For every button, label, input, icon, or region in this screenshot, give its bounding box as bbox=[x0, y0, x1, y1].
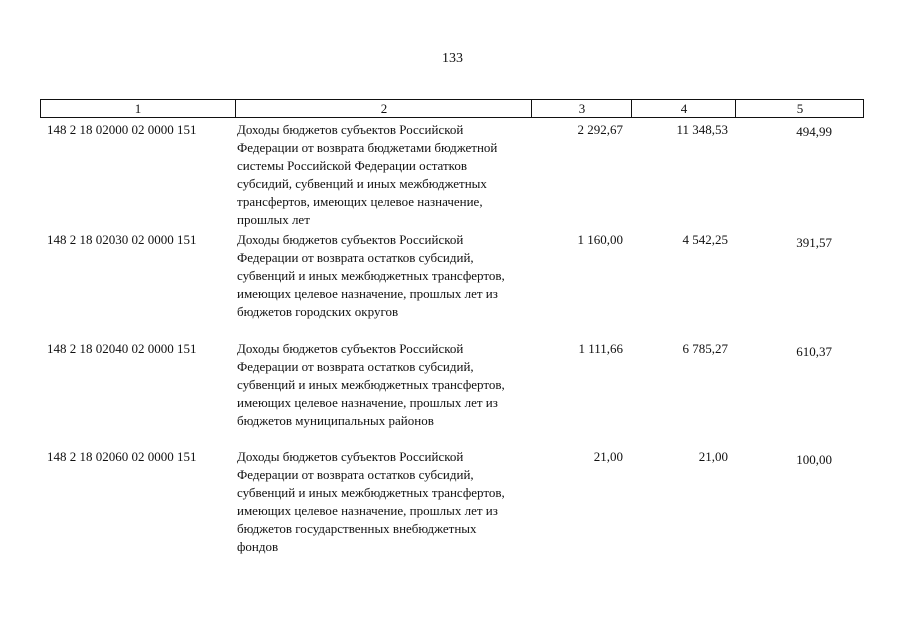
value-col5: 610,37 bbox=[796, 344, 832, 359]
value-col3: 1 111,66 bbox=[578, 341, 623, 356]
description-line: фондов bbox=[237, 539, 279, 554]
value-col5: 494,99 bbox=[796, 124, 832, 139]
budget-code: 148 2 18 02060 02 0000 151 bbox=[47, 449, 197, 464]
description-line: имеющих целевое назначение, прошлых лет из bbox=[237, 395, 498, 410]
description-line: имеющих целевое назначение, прошлых лет из bbox=[237, 503, 498, 518]
budget-code: 148 2 18 02000 02 0000 151 bbox=[47, 122, 197, 137]
description-line: имеющих целевое назначение, прошлых лет из bbox=[237, 286, 498, 301]
value-col5: 391,57 bbox=[796, 235, 832, 250]
value-col3: 21,00 bbox=[593, 449, 623, 464]
description-line: бюджетов городских округов bbox=[237, 304, 399, 319]
description-line: Доходы бюджетов субъектов Российской bbox=[237, 341, 464, 356]
value-col5: 100,00 bbox=[796, 452, 832, 467]
value-col3: 2 292,67 bbox=[577, 122, 623, 137]
row-description bbox=[237, 448, 537, 556]
description-line: субвенций и иных межбюджетных трансфертов, bbox=[237, 377, 505, 392]
value-col4: 4 542,25 bbox=[682, 232, 728, 247]
description-line: бюджетов муниципальных районов bbox=[237, 413, 434, 428]
description-line: Доходы бюджетов субъектов Российской bbox=[237, 232, 464, 247]
column-header-5: 5 bbox=[735, 100, 864, 117]
description-line: субвенций и иных межбюджетных трансфертов, bbox=[237, 268, 505, 283]
description-line: системы Российской Федерации остатков bbox=[237, 158, 467, 173]
row-description bbox=[237, 340, 537, 430]
description-line: трансфертов, имеющих целевое назначение, bbox=[237, 194, 483, 209]
row-description bbox=[237, 231, 537, 321]
description-line: Федерации от возврата остатков субсидий, bbox=[237, 467, 474, 482]
description-line: бюджетов государственных внебюджетных bbox=[237, 521, 477, 536]
description-line: Доходы бюджетов субъектов Российской bbox=[237, 122, 464, 137]
table-header-row bbox=[40, 99, 864, 118]
column-header-2: 2 bbox=[235, 100, 532, 117]
description-line: Доходы бюджетов субъектов Российской bbox=[237, 449, 464, 464]
description-line: прошлых лет bbox=[237, 212, 310, 227]
value-col4: 21,00 bbox=[698, 449, 728, 464]
column-header-1: 1 bbox=[134, 101, 142, 116]
budget-code: 148 2 18 02040 02 0000 151 bbox=[47, 341, 197, 356]
page-number: 133 bbox=[442, 51, 463, 66]
description-line: субсидий, субвенций и иных межбюджетных bbox=[237, 176, 487, 191]
column-header-3: 3 bbox=[531, 100, 632, 117]
description-line: Федерации от возврата остатков субсидий, bbox=[237, 359, 474, 374]
value-col3: 1 160,00 bbox=[577, 232, 623, 247]
description-line: Федерации от возврата бюджетами бюджетной bbox=[237, 140, 498, 155]
budget-code: 148 2 18 02030 02 0000 151 bbox=[47, 232, 197, 247]
row-description bbox=[237, 121, 537, 229]
description-line: Федерации от возврата остатков субсидий, bbox=[237, 250, 474, 265]
description-line: субвенций и иных межбюджетных трансфертов, bbox=[237, 485, 505, 500]
value-col4: 11 348,53 bbox=[676, 122, 728, 137]
value-col4: 6 785,27 bbox=[682, 341, 728, 356]
column-header-4: 4 bbox=[631, 100, 736, 117]
